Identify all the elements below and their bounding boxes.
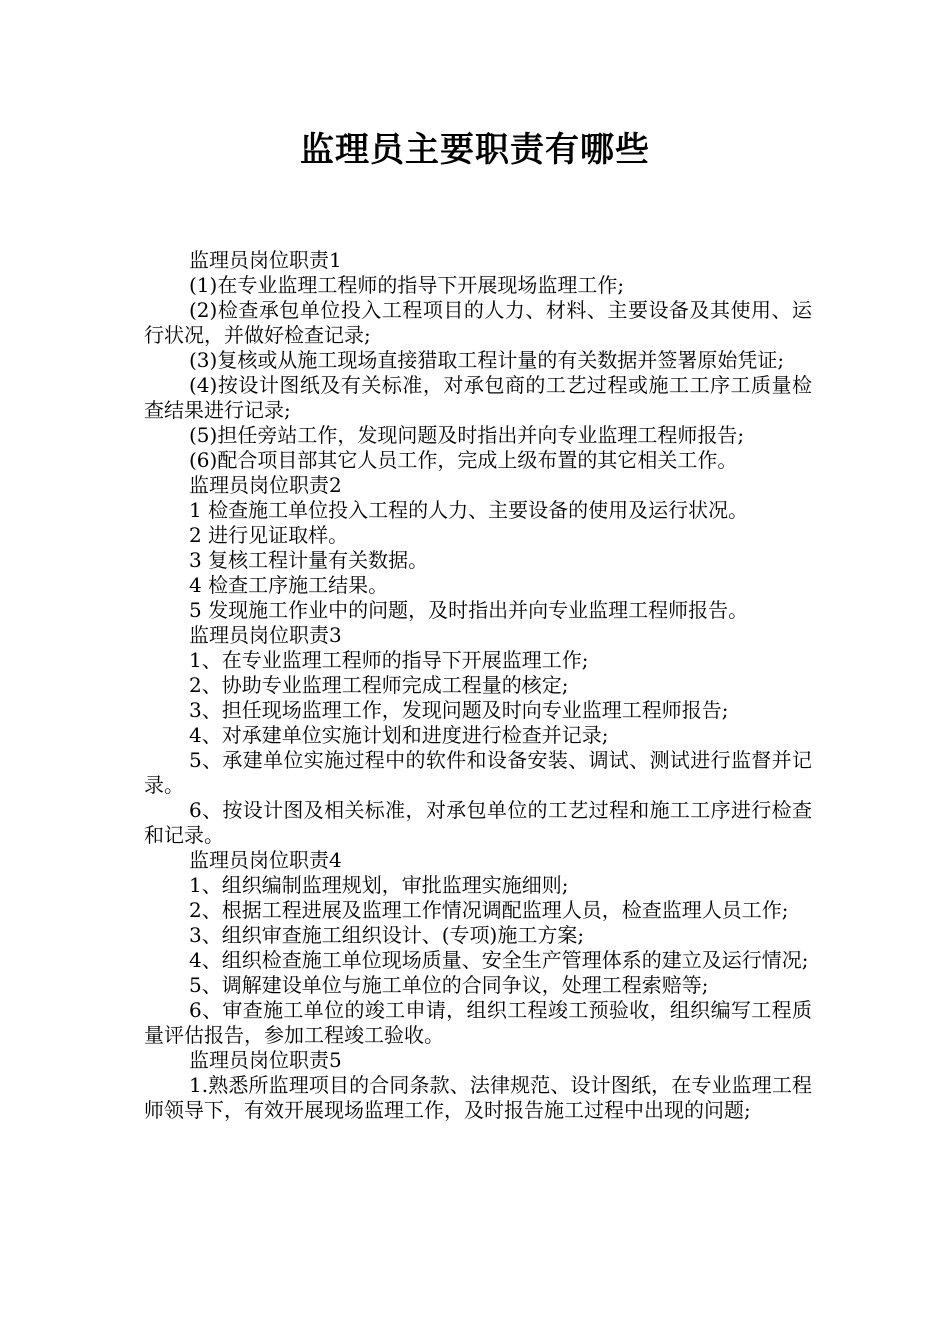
paragraph: 1、在专业监理工程师的指导下开展监理工作; <box>189 648 589 672</box>
paragraph: 3 复核工程计量有关数据。 <box>189 548 429 572</box>
paragraph: (6)配合项目部其它人员工作，完成上级布置的其它相关工作。 <box>189 448 738 472</box>
paragraph: 3、组织审查施工组织设计、(专项)施工方案; <box>189 923 585 947</box>
document-body <box>144 248 812 1123</box>
paragraph: (1)在专业监理工程师的指导下开展现场监理工作; <box>189 273 625 297</box>
section-heading: 监理员岗位职责5 <box>189 1048 342 1072</box>
paragraph: 4 检查工序施工结果。 <box>189 573 389 597</box>
section-heading: 监理员岗位职责4 <box>189 848 342 872</box>
paragraph: 5 发现施工作业中的问题，及时指出并向专业监理工程师报告。 <box>189 598 749 622</box>
paragraph: 5、承建单位实施过程中的软件和设备安装、调试、测试进行监督并记录。 <box>144 748 812 797</box>
paragraph: 2、协助专业监理工程师完成工程量的核定; <box>189 673 569 697</box>
page-title: 监理员主要职责有哪些 <box>300 130 650 170</box>
section-heading: 监理员岗位职责2 <box>189 473 342 497</box>
paragraph: 4、组织检查施工单位现场质量、安全生产管理体系的建立及运行情况; <box>189 948 809 972</box>
paragraph: 5、调解建设单位与施工单位的合同争议，处理工程索赔等; <box>189 973 709 997</box>
paragraph: 3、担任现场监理工作，发现问题及时向专业监理工程师报告; <box>189 698 729 722</box>
section-heading: 监理员岗位职责3 <box>189 623 342 647</box>
section-heading: 监理员岗位职责1 <box>189 248 342 272</box>
paragraph: 6、按设计图及相关标准，对承包单位的工艺过程和施工工序进行检查和记录。 <box>144 798 812 847</box>
paragraph: 1 检查施工单位投入工程的人力、主要设备的使用及运行状况。 <box>189 498 749 522</box>
paragraph: (5)担任旁站工作，发现问题及时指出并向专业监理工程师报告; <box>189 423 745 447</box>
paragraph: (4)按设计图纸及有关标准，对承包商的工艺过程或施工工序工质量检查结果进行记录; <box>144 373 812 422</box>
paragraph: 2、根据工程进展及监理工作情况调配监理人员，检查监理人员工作; <box>189 898 789 922</box>
paragraph: 2 进行见证取样。 <box>189 523 349 547</box>
paragraph: (3)复核或从施工现场直接猎取工程计量的有关数据并签署原始凭证; <box>189 348 785 372</box>
paragraph: 1、组织编制监理规划，审批监理实施细则; <box>189 873 569 897</box>
paragraph: 1.熟悉所监理项目的合同条款、法律规范、设计图纸，在专业监理工程师领导下，有效开展现场监理工作，及时报告施工过程中出现的问题; <box>144 1073 812 1122</box>
paragraph: 4、对承建单位实施计划和进度进行检查并记录; <box>189 723 609 747</box>
paragraph: (2)检查承包单位投入工程项目的人力、材料、主要设备及其使用、运行状况，并做好检查记录; <box>144 298 812 347</box>
paragraph: 6、审查施工单位的竣工申请，组织工程竣工预验收，组织编写工程质量评估报告，参加工程竣工验收。 <box>144 998 812 1047</box>
